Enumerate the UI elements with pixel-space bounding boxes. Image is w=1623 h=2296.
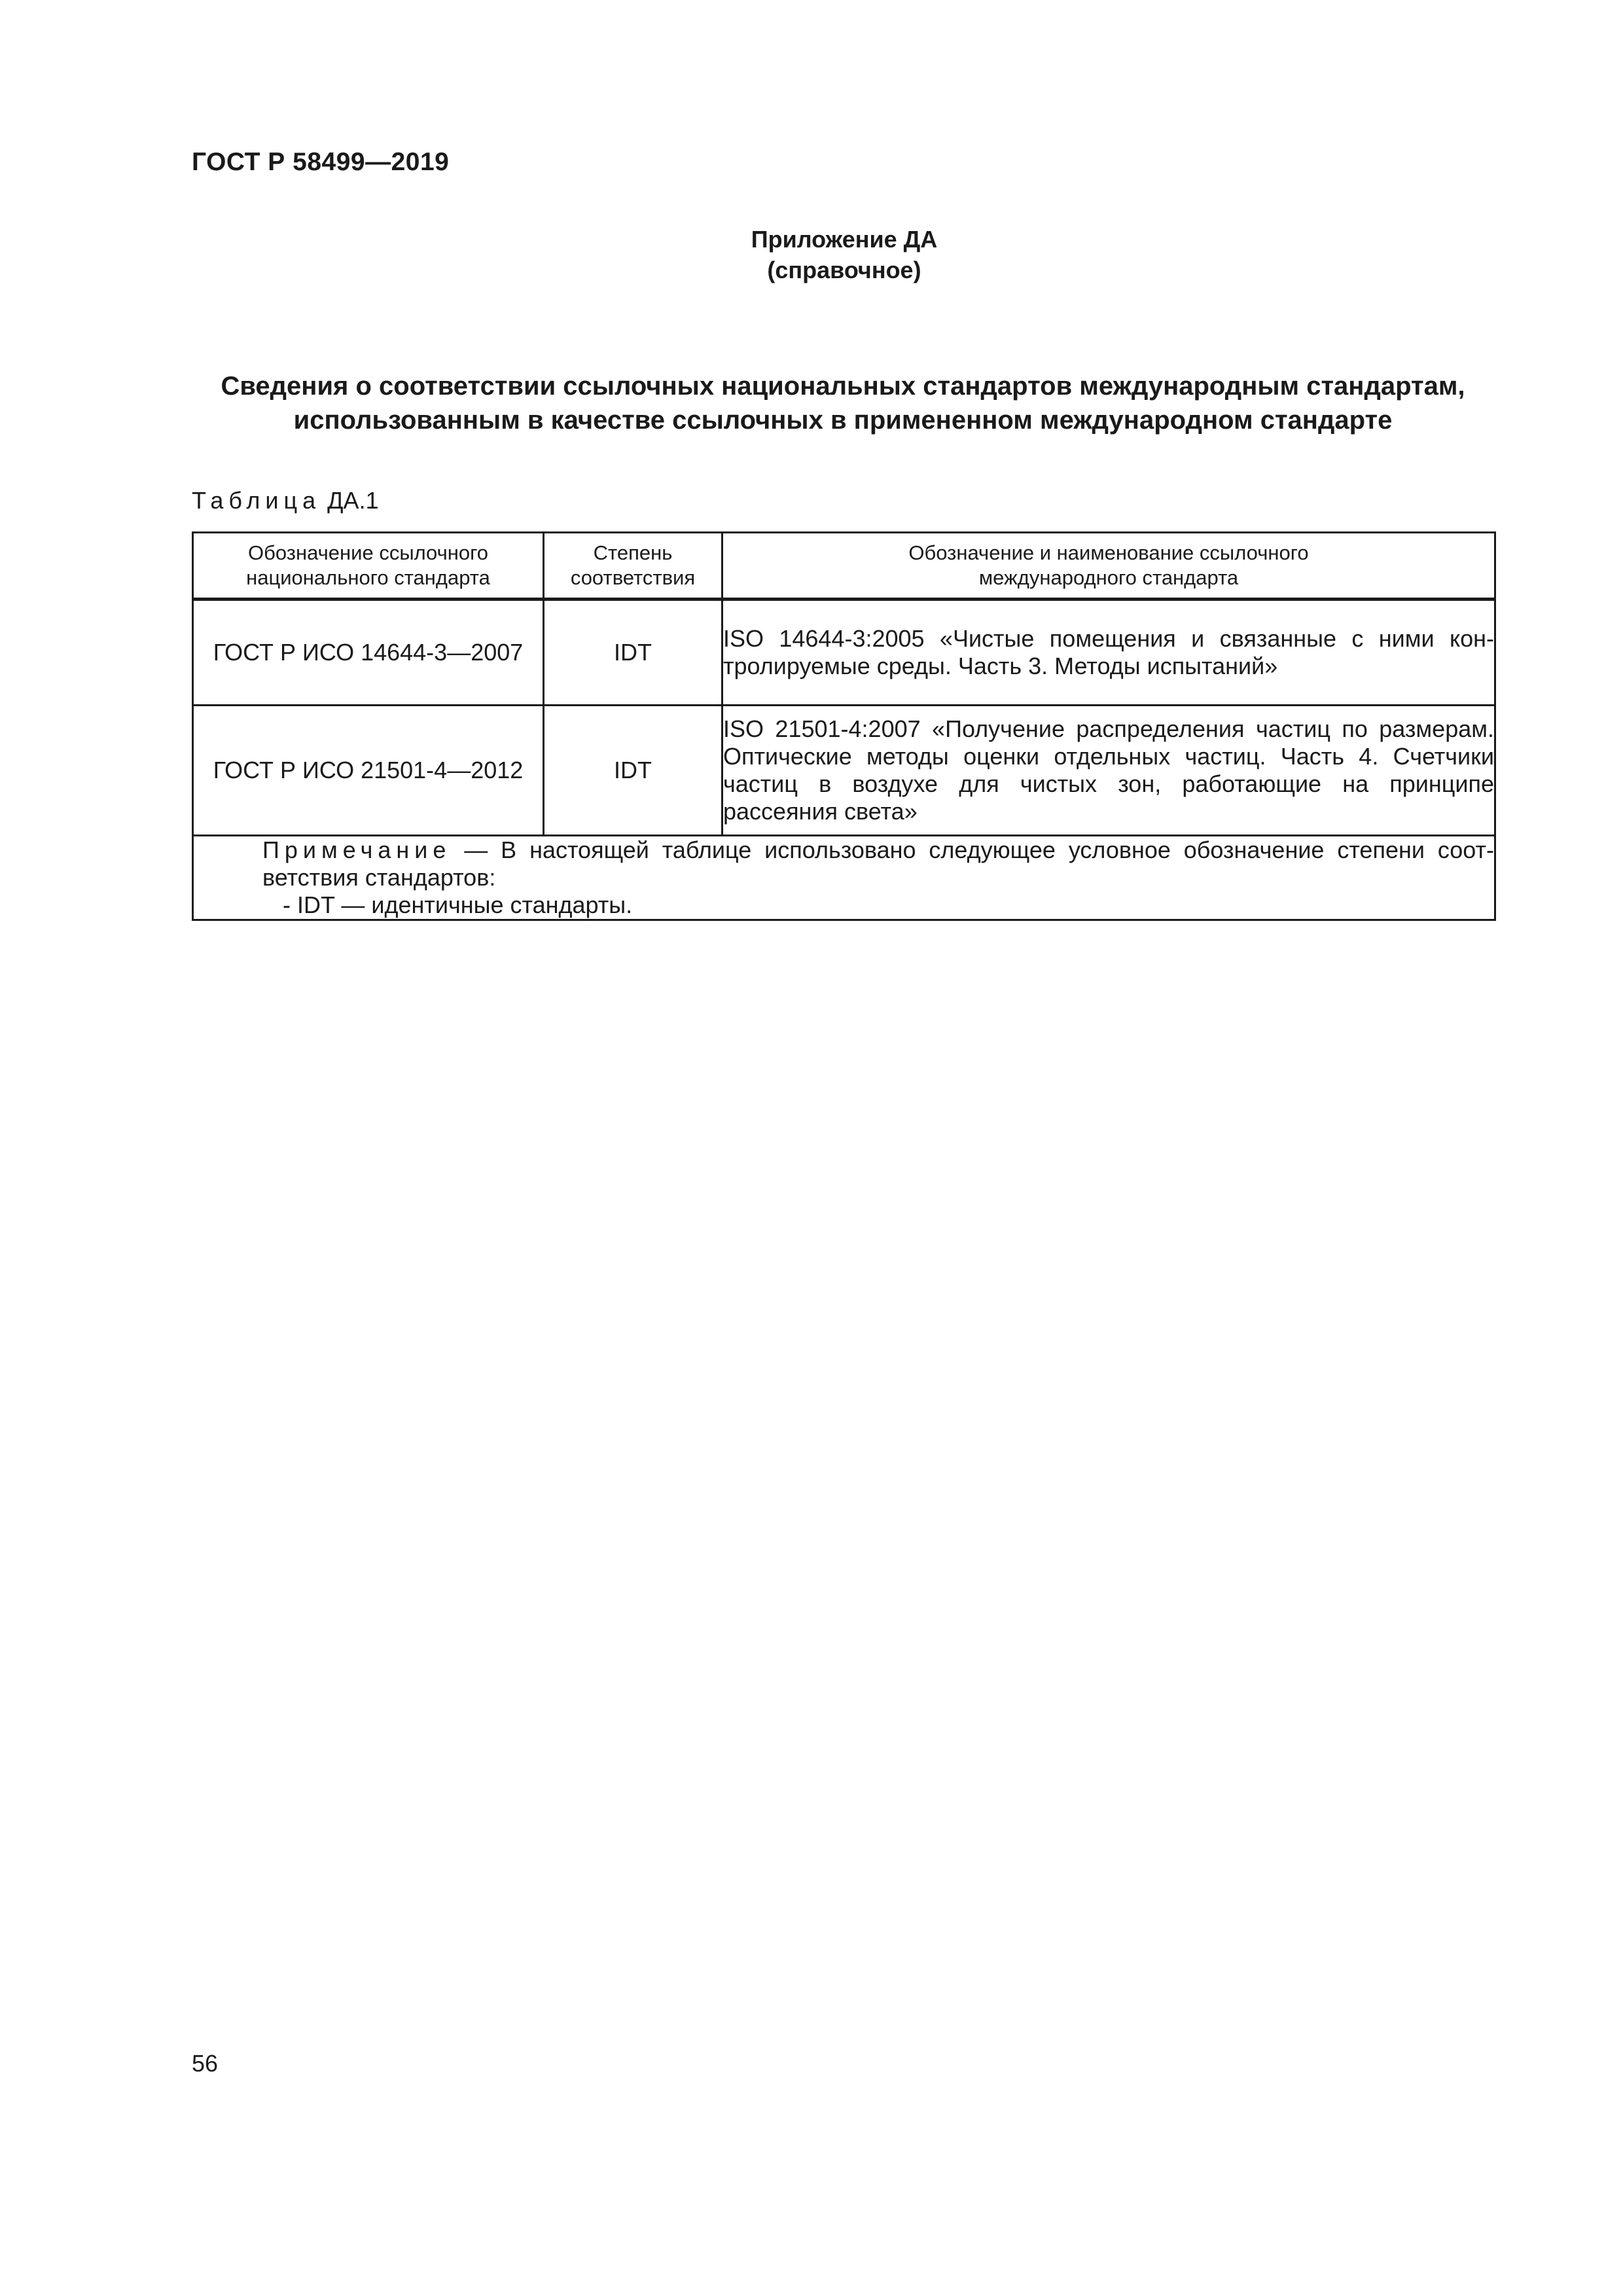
table-header-row	[193, 533, 1495, 600]
cell-degree: IDT	[544, 706, 722, 836]
table-note-row	[193, 836, 1495, 920]
cell-international-standard: ISO 21501-4:2007 «Получение распределения частиц по размерам. Оптические методы оценки отдельных частиц. Часть 4. Счетчики частиц в воздухе для чистых зон, работающие на принципе рассеяния света»	[722, 706, 1495, 836]
header-international-standard: Обозначение и наименование ссылочного международного стандарта	[722, 533, 1495, 600]
header-degree: Степень соответствия	[544, 533, 722, 600]
cell-international-standard: ISO 14644-3:2005 «Чистые помещения и связанные с ними контролируемые среды. Часть 3. Методы испытаний»	[722, 600, 1495, 706]
document-code: ГОСТ Р 58499—2019	[192, 148, 450, 176]
cell-national-standard: ГОСТ Р ИСО 21501-4—2012	[193, 706, 544, 836]
note-body: — В настоящей таблице использовано следующее условное обозначение степени соответствия стандартов:	[262, 836, 1494, 891]
table-note	[193, 836, 1495, 920]
table-caption-number: ДА.1	[327, 487, 379, 514]
note-label: Примечание	[262, 836, 452, 863]
section-title-line-1: Сведения о соответствии ссылочных национальных стандартов международным стандартам,	[221, 372, 1465, 401]
table-row	[193, 600, 1495, 706]
cell-national-standard: ГОСТ Р ИСО 14644-3—2007	[193, 600, 544, 706]
appendix-type: (справочное)	[767, 257, 921, 283]
note-text	[194, 836, 1494, 891]
note-item: - IDT — идентичные стандарты.	[283, 891, 633, 918]
page-number: 56	[192, 2050, 219, 2077]
table-caption	[192, 486, 379, 516]
appendix-title: Приложение ДА	[751, 226, 938, 253]
cell-degree: IDT	[544, 600, 722, 706]
table-row	[193, 706, 1495, 836]
header-national-standard: Обозначение ссылочного национального стандарта	[193, 533, 544, 600]
section-title-line-2: использованным в качестве ссылочных в примененном международном стандарте	[293, 406, 1393, 435]
table-caption-word: Таблица	[192, 487, 321, 514]
reference-standards-table	[192, 531, 1496, 921]
section-title	[192, 369, 1494, 437]
appendix-heading	[0, 224, 1623, 285]
